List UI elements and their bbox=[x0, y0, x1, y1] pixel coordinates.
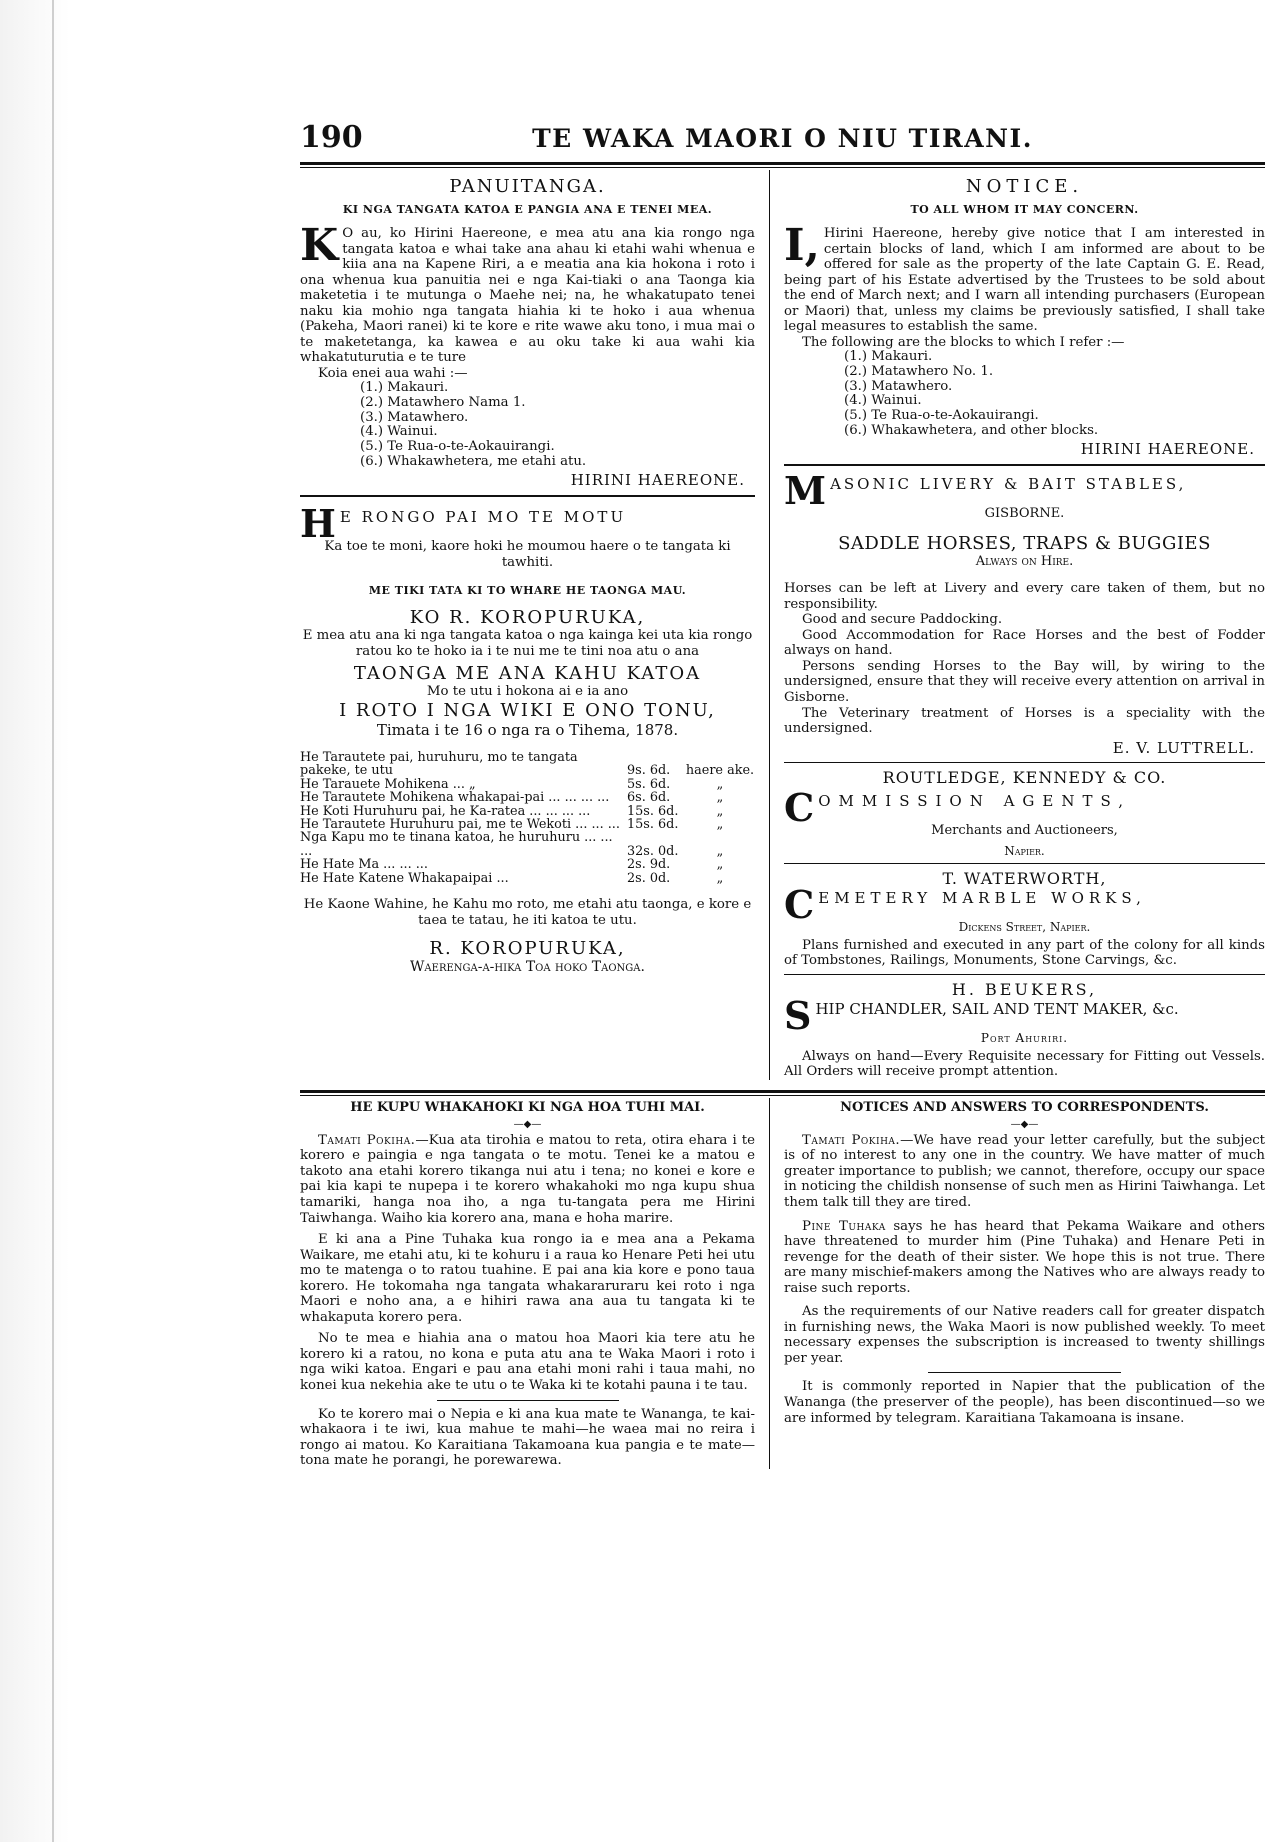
list-item: (2.) Matawhero No. 1. bbox=[844, 364, 994, 379]
list-item: (4.) Wainui. bbox=[844, 393, 922, 409]
divider bbox=[784, 974, 1265, 975]
kupu-para: No te mea e hiahia ana o matou hoa Maori kia tere atu he korero ki a ratou, no kona e puta atu ana te Waka Maori i roto i nga wiki katoa. Engari e pau ana etahi moni rahi i taua mahi, no konei kua nekehia ake te utu o te Waka ki te kotahi pauna i te tau. bbox=[300, 1331, 755, 1393]
kupu-para: Ko te korero mai o Nepia e ki ana kua mate te Wananga, te kai-whakaora i te iwi, kua mahue te mahi—he waea mai no reira i rongo ai matou. Ko Karaitiana Takamoana kua pangia e te mate—tona mate he porangi, he porewarewa. bbox=[300, 1406, 755, 1469]
rongo-title: E RONGO PAI MO TE MOTU bbox=[339, 508, 627, 527]
iroto-heading: I ROTO I NGA WIKI E ONO TONU, bbox=[339, 699, 716, 721]
notice-signature: HIRINI HAEREONE. bbox=[1080, 440, 1255, 459]
table-row: He Koti Huruhuru pai, he Ka-ratea ... ... ... ... 15s. 6d. „ bbox=[300, 803, 724, 819]
beukers-body: Always on hand—Every Requisite necessary for Fitting out Vessels. All Orders will receive prompt attention. bbox=[784, 1048, 1265, 1080]
lower-columns bbox=[300, 1098, 1265, 1469]
waterworth-place: Dickens Street, Napier. bbox=[958, 919, 1091, 934]
waterworth-name: T. WATERWORTH, bbox=[942, 868, 1107, 888]
notices-para: It is commonly reported in Napier that the publication of the Wananga (the preserver of the people), has been discontinued—so we are informed by telegram. Karaitiana Takamoana is insane. bbox=[784, 1379, 1265, 1426]
section-rule bbox=[300, 1090, 1265, 1096]
drop-cap: H bbox=[300, 501, 336, 547]
drop-cap: S bbox=[784, 992, 812, 1038]
masonic-line: Horses can be left at Livery and every care taken of them, but no responsibility. bbox=[784, 581, 1265, 612]
waterworth-body: Plans furnished and executed in any part of the colony for all kinds of Tombstones, Railings, Monuments, Stone Carvings, &c. bbox=[784, 937, 1265, 969]
list-item: (5.) Te Rua-o-te-Aokauirangi. bbox=[844, 407, 1039, 423]
notice-body: I, Hirini Haereone, hereby give notice that I am interested in certain blocks of land, which I am informed are about to be offered for sale as the property of the late Captain G. E. Read, being part of his Estate advertised by the Trustees to be sold about the end of March next; and I warn all intending purchasers (European or Maori) that, unless my claims be previously satisfied, I shall take legal measures to establish the same. bbox=[784, 220, 1265, 335]
rongo-subtitle: Ka toe te moni, kaore hoki he moumou haere o te tangata ki tawhiti. bbox=[324, 539, 731, 570]
masonic-line: The Veterinary treatment of Horses is a speciality with the undersigned. bbox=[784, 705, 1265, 737]
table-row: He Tarautete pai, huruhuru, mo te tangata pakeke, te utu 9s. 6d. haere ake. bbox=[300, 749, 755, 779]
panuitanga-signature: HIRINI HAEREONE. bbox=[570, 471, 745, 490]
routledge-place: Napier. bbox=[1004, 843, 1045, 858]
notices-para: Tamati Pokiha.—We have read your letter carefully, but the subject is of no interest to any one in the country. We have matter of much greater importance to publish; we cannot, therefore, occupy our space in noticing the childish nonsense of such men as Hirini Taiwhanga. Let them talk till they are tired. bbox=[784, 1132, 1266, 1210]
notices-para: As the requirements of our Native readers call for greater dispatch in furnishing news, the Waka Maori is now published weekly. To meet necessary expenses the subscription is increased to twenty shillings per year. bbox=[784, 1304, 1265, 1366]
ornament-icon: —◆— bbox=[513, 1118, 542, 1130]
masonic-line: Good and secure Paddocking. bbox=[802, 612, 1003, 628]
list-item: (1.) Makauri. bbox=[360, 380, 449, 396]
koroputuka-name: KO R. KOROPURUKA, bbox=[409, 607, 646, 629]
drop-cap: C bbox=[784, 784, 815, 830]
panuitanga-koia: Koia enei aua wahi :— bbox=[318, 365, 468, 381]
masonic-line: Persons sending Horses to the Bay will, by wiring to the undersigned, ensure that they will receive every attention on arrival in Gisborne. bbox=[784, 658, 1265, 705]
commission-title: OMMISSION AGENTS, bbox=[818, 791, 1131, 810]
right-column bbox=[770, 170, 1265, 1080]
table-row: Nga Kapu mo te tinana katoa, he huruhuru ... ... ... 32s. 0d. „ bbox=[300, 830, 724, 859]
upper-columns bbox=[300, 170, 1265, 1080]
newspaper-page bbox=[300, 120, 1265, 1469]
always-on-hire: Always on Hire. bbox=[975, 554, 1074, 570]
list-item: (3.) Matawhero. bbox=[360, 409, 469, 425]
left-column bbox=[300, 170, 770, 1080]
divider bbox=[437, 1400, 619, 1401]
header-rule bbox=[300, 162, 1265, 168]
divider bbox=[928, 1372, 1120, 1373]
kaone-line: He Kaone Wahine, he Kahu mo roto, me etahi atu taonga, e kore e taea te tatau, he iti katoa te utu. bbox=[303, 897, 752, 928]
tiki-line: ME TIKI TATA KI TO WHARE HE TAONGA MAU. bbox=[368, 584, 687, 598]
notices-para: Pine Tuhaka says he has heard that Pekama Waikare and others have threatened to murder him (Pine Tuhaka) and Henare Peti in revenge for the death of their sister. We hope this is not true. There are many mischief-makers among the Natives who are always ready to raise such reports. bbox=[784, 1218, 1265, 1296]
koroputuka-store: Waerenga-a-hika Toa hoko Taonga. bbox=[410, 959, 645, 976]
taonga-heading: TAONGA ME ANA KAHU KATOA bbox=[353, 663, 702, 685]
notice-list bbox=[784, 350, 1265, 438]
list-item: (4.) Wainui. bbox=[360, 424, 438, 440]
chandler-title: HIP CHANDLER, SAIL AND TENT MAKER, &c. bbox=[815, 999, 1179, 1018]
page-header bbox=[300, 120, 1265, 158]
routledge-sub: Merchants and Auctioneers, bbox=[931, 822, 1118, 838]
left-lower-column bbox=[300, 1098, 770, 1469]
panuitanga-body: K O au, ko Hirini Haereone, e mea atu ana kia rongo nga tangata katoa e whai take ana ahau ki etahi wahi whenua e kiia ana na Kapene Riri, a e meatia ana kia hokona i roto i ona whenua kua panuitia nei e nga Kai-tiaki o ana Taonga kia maketetia i te mutunga o Maehe nei; na, he whakatupato tenei naku kia mohio nga tangata hiahia ki te hoko i aua whenua (Pakeha, Maori ranei) ki te kore e rite wawe aku tono, i mua mai o te maketetanga, ka kawea e au oku take ki aua wahi kia whakatuturutia e te ture bbox=[300, 220, 755, 366]
kupu-para: Tamati Pokiha.—Kua ata tirohia e matou to reta, otira ehara i te korero e paingia e nga tangata o te motu. Tenei ke a matou e takoto ana etahi korero tikanga nui atu i tena; no konei e kore e pai kia kapi te nupepa i te korero whakahoki mo nga kupu shua tamariki, hanga noa iho, a nga tu-tangata pera me Hirini Taiwhanga. Waiho kia korero ana, mana e hoha marire. bbox=[300, 1132, 755, 1226]
timata-line: Timata i te 16 o nga ra o Tihema, 1878. bbox=[376, 720, 679, 739]
drop-cap: C bbox=[784, 881, 815, 927]
masonic-line: Good Accommodation for Race Horses and the best of Fodder always on hand. bbox=[784, 627, 1265, 659]
scan-margin bbox=[0, 0, 70, 1842]
table-row: He Hate Ma ... ... ... 2s. 9d. „ bbox=[300, 857, 724, 873]
drop-cap: M bbox=[784, 468, 827, 514]
list-item: (2.) Matawhero Nama 1. bbox=[360, 395, 526, 411]
table-row: He Tarautete Mohikena whakapai-pai ... ... ... ... 6s. 6d. „ bbox=[300, 790, 724, 806]
rongo-heading bbox=[300, 501, 755, 547]
list-item: (6.) Whakawhetera, me etahi atu. bbox=[360, 453, 587, 469]
drop-cap: K bbox=[300, 220, 339, 271]
panuitanga-list bbox=[300, 381, 755, 469]
kupu-title: HE KUPU WHAKAHOKI KI NGA HOA TUHI MAI. bbox=[350, 1099, 705, 1115]
list-item: (1.) Makauri. bbox=[844, 349, 933, 365]
list-item: (3.) Matawhero. bbox=[844, 378, 953, 394]
koroputuka-body: E mea atu ana ki nga tangata katoa o nga kainga kei uta kia rongo ratou ko te hoko ia i te nui me te tini noa atu o ana bbox=[302, 628, 753, 659]
beukers-name: H. BEUKERS, bbox=[951, 979, 1098, 999]
binding-edge bbox=[52, 0, 54, 1842]
routledge-name: ROUTLEDGE, KENNEDY & CO. bbox=[882, 767, 1167, 787]
notices-title: NOTICES AND ANSWERS TO CORRESPONDENTS. bbox=[840, 1099, 1209, 1115]
divider bbox=[784, 762, 1265, 763]
saddle-heading: SADDLE HORSES, TRAPS & BUGGIES bbox=[838, 533, 1211, 555]
cemetery-title: EMETERY MARBLE WORKS, bbox=[818, 888, 1146, 907]
list-item: (6.) Whakawhetera, and other blocks. bbox=[844, 422, 1099, 438]
kupu-para: E ki ana a Pine Tuhaka kua rongo ia e mea ana a Pekama Waikare, me etahi atu, ki te kohuru i a raua ko Henare Peti hei utu mo te matenga o to ratou tuahine. E pai ana kia kore e pono taua korero. He tokomaha nga tangata whakararuraru kei roto i nga Maori e noho ana, a e hihiri rawa ana aua tu tangata ki te whakaputa korero pera. bbox=[300, 1232, 755, 1325]
masonic-title: ASONIC LIVERY & BAIT STABLES, bbox=[830, 475, 1187, 494]
divider bbox=[784, 863, 1265, 864]
list-item: (5.) Te Rua-o-te-Aokauirangi. bbox=[360, 438, 555, 454]
right-lower-column bbox=[770, 1098, 1265, 1469]
ornament-icon: —◆— bbox=[1010, 1118, 1039, 1130]
page-title: TE WAKA MAORI O NIU TIRANI. bbox=[532, 124, 1033, 153]
notice-subtitle: TO ALL WHOM IT MAY CONCERN. bbox=[910, 203, 1139, 216]
price-table bbox=[300, 751, 755, 885]
page-number: 190 bbox=[300, 120, 363, 155]
koroputuka-signature: R. KOROPURUKA, bbox=[429, 938, 626, 960]
beukers-place: Port Ahuriri. bbox=[980, 1030, 1069, 1045]
notice-title: NOTICE. bbox=[965, 176, 1084, 197]
panuitanga-title: PANUITANGA. bbox=[449, 176, 606, 197]
divider bbox=[784, 464, 1265, 466]
drop-cap: I, bbox=[784, 220, 820, 271]
table-row: He Hate Katene Whakapaipai ... 2s. 0d. „ bbox=[300, 870, 724, 886]
notice-follow: The following are the blocks to which I refer :— bbox=[802, 334, 1125, 350]
table-row: He Tarauete Mohikena ... „ 5s. 6d. „ bbox=[300, 776, 724, 792]
panuitanga-subtitle: KI NGA TANGATA KATOA E PANGIA ANA E TENEI MEA. bbox=[342, 203, 713, 216]
masonic-signature: E. V. LUTTRELL. bbox=[1112, 738, 1255, 757]
table-row: He Tarautete Huruhuru pai, me te Wekoti ... ... ... 15s. 6d. „ bbox=[300, 817, 724, 833]
utu-line: Mo te utu i hokona ai e ia ano bbox=[426, 684, 629, 700]
masonic-place: GISBORNE. bbox=[984, 506, 1065, 522]
divider bbox=[300, 495, 755, 497]
